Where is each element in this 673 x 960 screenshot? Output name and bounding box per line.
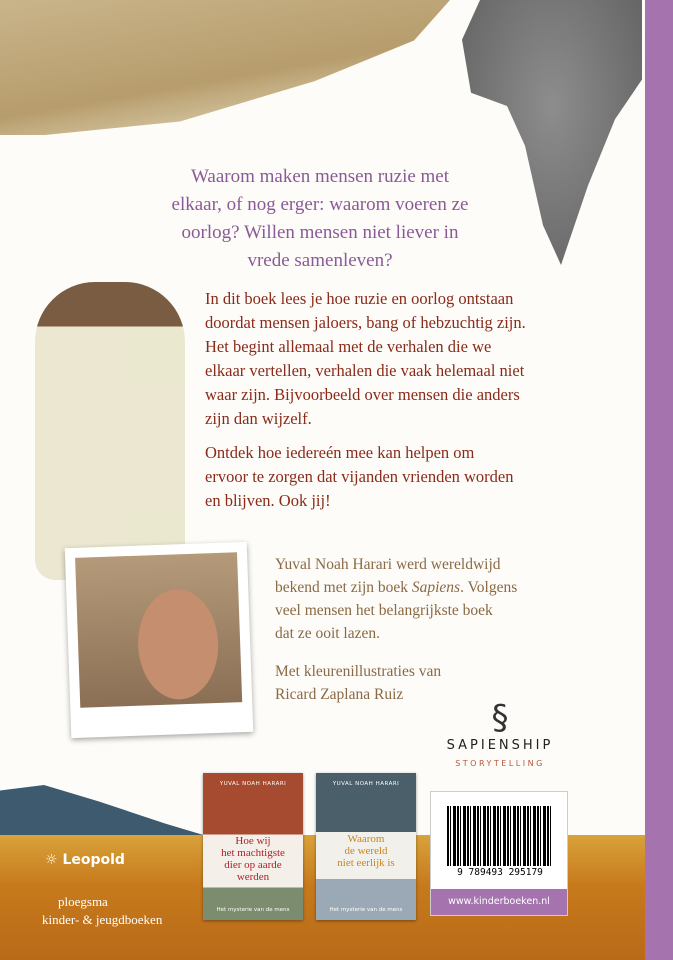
book-title [205, 835, 301, 883]
logo-subtitle: STORYTELLING [455, 759, 545, 768]
book-series: Het mysterie van de mens [216, 907, 290, 913]
sapienship-logo [430, 700, 570, 768]
isbn-barcode [430, 791, 568, 916]
publisher-name: Leopold [62, 852, 125, 868]
author-bio [275, 553, 605, 645]
text-line: en blijven. Ook jij! [205, 491, 331, 510]
text-line [275, 576, 605, 599]
book-series: Het mysterie van de mens [329, 907, 403, 913]
question-line: vrede samenleven? [247, 250, 393, 271]
author-photo [65, 542, 254, 738]
text-line: Het begint allemaal met de verhalen die we [205, 337, 492, 356]
text-line: veel mensen het belangrijkste boek [275, 602, 493, 619]
text-line: In dit boek lees je hoe ruzie en oorlog ontstaan [205, 289, 514, 308]
call-to-action-paragraph [205, 441, 640, 513]
barcode-bars [447, 806, 551, 866]
title-line: Waarom [347, 833, 385, 845]
question-line: oorlog? Willen mensen niet liever in [181, 222, 459, 243]
text: bekend met zijn boek [275, 579, 412, 596]
title-line: werden [236, 871, 270, 883]
book-cover-1 [203, 773, 303, 920]
text: . Volgens [460, 579, 518, 596]
book-title: Sapiens [411, 579, 461, 596]
isbn-number: 9 789493 295179 [439, 867, 561, 879]
lion-icon: ☼ [45, 852, 63, 868]
publisher-subtitle: kinder- & jeugdboeken [42, 912, 163, 927]
description-paragraph [205, 287, 640, 431]
text-line: dat ze ooit lazen. [275, 625, 381, 642]
book-title [318, 833, 414, 869]
book-author: YUVAL NOAH HARARI [332, 781, 400, 787]
title-line: de wereld [344, 845, 388, 857]
publisher-name: ploegsma [58, 894, 108, 909]
coast-illustration [0, 785, 220, 840]
text-line: Yuval Noah Harari werd wereldwijd [275, 556, 501, 573]
ploegsma-logo [42, 893, 163, 929]
photo-image [75, 552, 242, 708]
question-line: Waarom maken mensen ruzie met [190, 166, 450, 187]
question-line: elkaar, of nog erger: waarom voeren ze [171, 194, 469, 215]
text-line: Ricard Zaplana Ruiz [275, 686, 404, 703]
text-line: ervoor te zorgen dat vijanden vrienden worden [205, 467, 514, 486]
text-line: elkaar vertellen, verhalen die vaak helemaal niet [205, 361, 525, 380]
author-face [136, 588, 220, 701]
title-line: dier op aarde [224, 859, 282, 871]
book-cover-2 [316, 773, 416, 920]
title-line: het machtigste [221, 847, 285, 859]
girl-illustration [35, 282, 185, 580]
logo-name: SAPIENSHIP [446, 738, 554, 753]
intro-question [150, 163, 490, 275]
text-line: waar zijn. Bijvoorbeeld over mensen die anders [205, 385, 520, 404]
title-line: Hoe wij [235, 835, 271, 847]
text-line: Met kleurenillustraties van [275, 663, 442, 680]
text-line: Ontdek hoe iedereén mee kan helpen om [205, 443, 475, 462]
city-illustration [0, 0, 450, 135]
text-line: doordat mensen jaloers, bang of hebzuchtig zijn. [205, 313, 526, 332]
leopold-logo [45, 852, 125, 868]
spine-strip [645, 0, 673, 960]
title-line: niet eerlijk is [337, 857, 395, 869]
website-url: www.kinderboeken.nl [431, 889, 567, 915]
sapienship-s-icon: § [491, 698, 509, 738]
book-author: YUVAL NOAH HARARI [219, 781, 287, 787]
text-line: zijn dan wijzelf. [205, 409, 312, 428]
